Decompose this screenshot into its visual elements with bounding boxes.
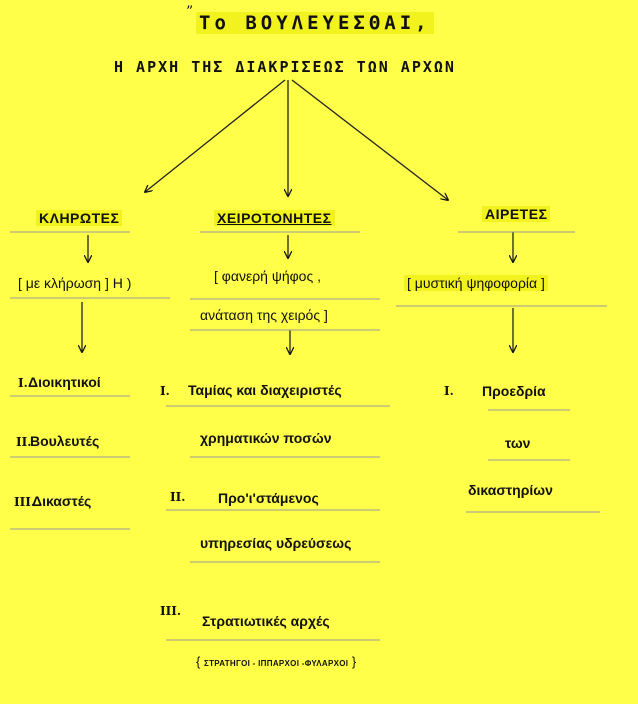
item-proedria: Προεδρία xyxy=(482,383,546,399)
item-vouleutes: Βουλευτές xyxy=(30,433,100,449)
item-dioikitikoi: Διοικητικοί xyxy=(28,374,101,390)
page-subtitle: Η ΑΡΧΗ ΤΗΣ ΔΙΑΚΡΙΣΕΩΣ ΤΩΝ ΑΡΧΩΝ xyxy=(114,58,456,76)
item-proistamenos: Προ'ι'στάμενος xyxy=(218,490,319,506)
note-brace: { ΣΤΡΑΤΗΓΟΙ - ΙΠΠΑΡΧΟΙ -ΦΥΛΑΡΧΟΙ } xyxy=(196,654,357,669)
item-marker: Ι. xyxy=(444,384,454,398)
item-proedria-line2: των xyxy=(505,435,531,451)
item-stratiotikes: Στρατιωτικές αρχές xyxy=(202,613,330,629)
item-dikastes: Δικαστές xyxy=(32,493,92,509)
item-marker: Ι. xyxy=(18,376,28,390)
item-marker: ΙΙ. xyxy=(16,435,32,449)
item-proistamenos-line2: υπηρεσίας υδρεύσεως xyxy=(200,535,352,551)
method-xeirotonites-line1: [ φανερή ψήφος , xyxy=(214,268,321,284)
note-stratigoi: ΣΤΡΑΤΗΓΟΙ - ΙΠΠΑΡΧΟΙ -ΦΥΛΑΡΧΟΙ xyxy=(203,659,349,668)
method-airetes: [ μυστική ψηφοφορία ] xyxy=(404,275,548,291)
heading-xeirotonites: ΧΕΙΡΟΤΟΝΗΤΕΣ xyxy=(214,210,335,226)
heading-klirotes: ΚΛΗΡΩΤΕΣ xyxy=(36,210,122,226)
item-marker: ΙΙΙ. xyxy=(14,495,36,509)
method-xeirotonites-line2: ανάταση της χειρός ] xyxy=(200,307,328,323)
item-proedria-line3: δικαστηρίων xyxy=(468,482,553,498)
method-klirotes: [ με κλήρωση ] Η ) xyxy=(18,275,132,291)
title-quote-mark: ” xyxy=(186,4,194,20)
item-marker: Ι. xyxy=(160,384,170,398)
heading-airetes: ΑΙΡΕΤΕΣ xyxy=(482,206,550,222)
item-marker: ΙΙΙ. xyxy=(160,604,182,618)
page-title: Το ΒΟΥΛΕΥΕΣΘΑΙ, xyxy=(196,12,434,34)
arrow-to-klirotes xyxy=(145,80,285,192)
item-tamias: Ταμίας και διαχειριστές xyxy=(188,382,342,398)
arrow-to-airetes xyxy=(292,80,448,200)
item-marker: ΙΙ. xyxy=(170,490,186,504)
item-tamias-line2: χρηματικών ποσών xyxy=(200,430,332,446)
